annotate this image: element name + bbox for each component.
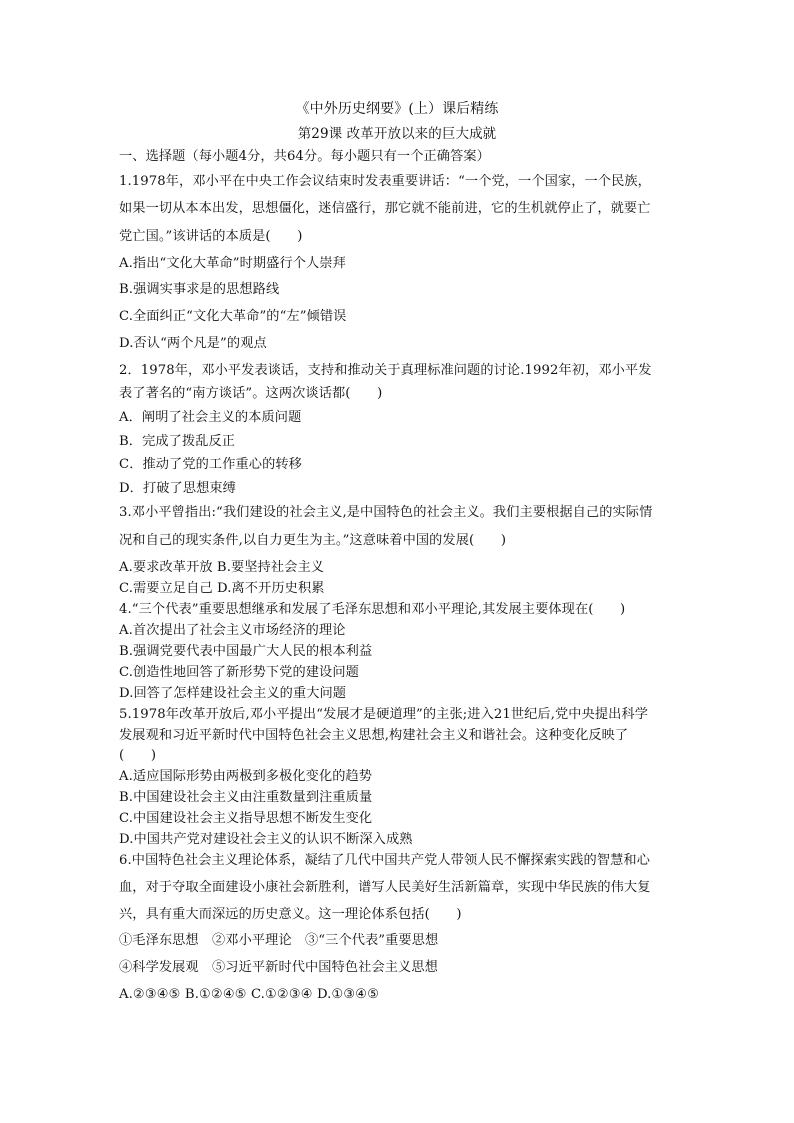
question-3-option-row-1: A.要求改革开放 B.要坚持社会主义 bbox=[119, 560, 325, 575]
question-6-stem-line-2: 血，对于夺取全面建设小康社会新胜利，谱写人民美好生活新篇章，实现中华民族的伟大复 bbox=[119, 880, 651, 895]
question-3-stem-line-1: 3.邓小平曾指出:“我们建设的社会主义,是中国特色的社会主义。我们主要根据自己的实际情 bbox=[119, 505, 653, 520]
question-4-stem-line-1: 4.“三个代表”重要思想继承和发展了毛泽东思想和邓小平理论,其发展主要体现在( ) bbox=[119, 602, 626, 617]
question-3-stem-line-2: 况和自己的现实条件,以自力更生为主。”这意味着中国的发展( ) bbox=[119, 533, 507, 548]
question-5-stem-line-2: 发展观和习近平新时代中国特色社会主义思想,构建社会主义和谐社会。这种变化反映了 bbox=[119, 728, 629, 743]
question-1-stem-line-2: 如果一切从本本出发，思想僵化，迷信盛行，那它就不能前进，它的生机就停止了，就要亡 bbox=[119, 201, 651, 216]
question-6-item-row-2: ④科学发展观 ⑤习近平新时代中国特色社会主义思想 bbox=[119, 960, 438, 975]
question-1-stem-line-1: 1.1978年，邓小平在中央工作会议结束时发表重要讲话：“一个党，一个国家，一个民族， bbox=[119, 174, 651, 189]
question-4-option-d: D.回答了怎样建设社会主义的重大问题 bbox=[119, 686, 347, 701]
question-1-option-b: B.强调实事求是的思想路线 bbox=[119, 282, 280, 297]
question-2-stem-line-2: 表了著名的“南方谈话”。这两次谈话都( ) bbox=[119, 386, 383, 401]
question-2-option-b: B．完成了拨乱反正 bbox=[119, 434, 236, 449]
question-6-stem-line-3: 兴，具有重大而深远的历史意义。这一理论体系包括( ) bbox=[119, 907, 462, 922]
question-5-stem-line-3: ( ) bbox=[119, 748, 157, 763]
question-5-option-c: C.中国建设社会主义指导思想不断发生变化 bbox=[119, 811, 373, 826]
lesson-subtitle: 第29课 改革开放以来的巨大成就 bbox=[297, 126, 497, 142]
question-2-stem-line-1: 2．1978年，邓小平发表谈话，支持和推动关于真理标准问题的讨论.1992年初，邓小平发 bbox=[119, 363, 652, 378]
question-5-option-b: B.中国建设社会主义由注重数量到注重质量 bbox=[119, 790, 373, 805]
question-2-option-a: A．阐明了社会主义的本质问题 bbox=[119, 410, 302, 425]
question-1-option-a: A.指出“文化大革命”时期盛行个人崇拜 bbox=[119, 256, 346, 271]
question-5-option-d: D.中国共产党对建设社会主义的认识不断深入成熟 bbox=[119, 832, 413, 847]
question-1-stem-line-3: 党亡国。”该讲话的本质是( ) bbox=[119, 229, 303, 244]
section-heading: 一、选择题（每小题4分，共64分。每小题只有一个正确答案） bbox=[119, 149, 490, 164]
question-5-option-a: A.适应国际形势由两极到多极化变化的趋势 bbox=[119, 769, 373, 784]
question-4-option-b: B.强调党要代表中国最广大人民的根本利益 bbox=[119, 644, 373, 659]
question-1-option-d: D.否认“两个凡是”的观点 bbox=[119, 336, 267, 351]
question-1-option-c: C.全面纠正“文化大革命”的“左”倾错误 bbox=[119, 309, 347, 324]
question-4-option-c: C.创造性地回答了新形势下党的建设问题 bbox=[119, 665, 359, 680]
document-title: 《中外历史纲要》(上）课后精练 bbox=[295, 101, 499, 117]
question-6-item-row-1: ①毛泽东思想 ②邓小平理论 ③“三个代表”重要思想 bbox=[119, 933, 439, 948]
question-4-option-a: A.首次提出了社会主义市场经济的理论 bbox=[119, 623, 346, 638]
question-5-stem-line-1: 5.1978年改革开放后,邓小平提出“发展才是硬道理”的主张;进入21世纪后,党中央提出科学 bbox=[119, 707, 649, 722]
question-6-stem-line-1: 6.中国特色社会主义理论体系，凝结了几代中国共产党人带领人民不懈探索实践的智慧和心 bbox=[119, 853, 650, 868]
question-6-option-row: A.②③④⑤ B.①②④⑤ C.①②③④ D.①③④⑤ bbox=[119, 987, 380, 1002]
question-2-option-c: C．推动了党的工作重心的转移 bbox=[119, 457, 302, 472]
question-3-option-row-2: C.需要立足自己 D.离不开历史积累 bbox=[119, 581, 325, 596]
question-2-option-d: D．打破了思想束缚 bbox=[119, 481, 236, 496]
